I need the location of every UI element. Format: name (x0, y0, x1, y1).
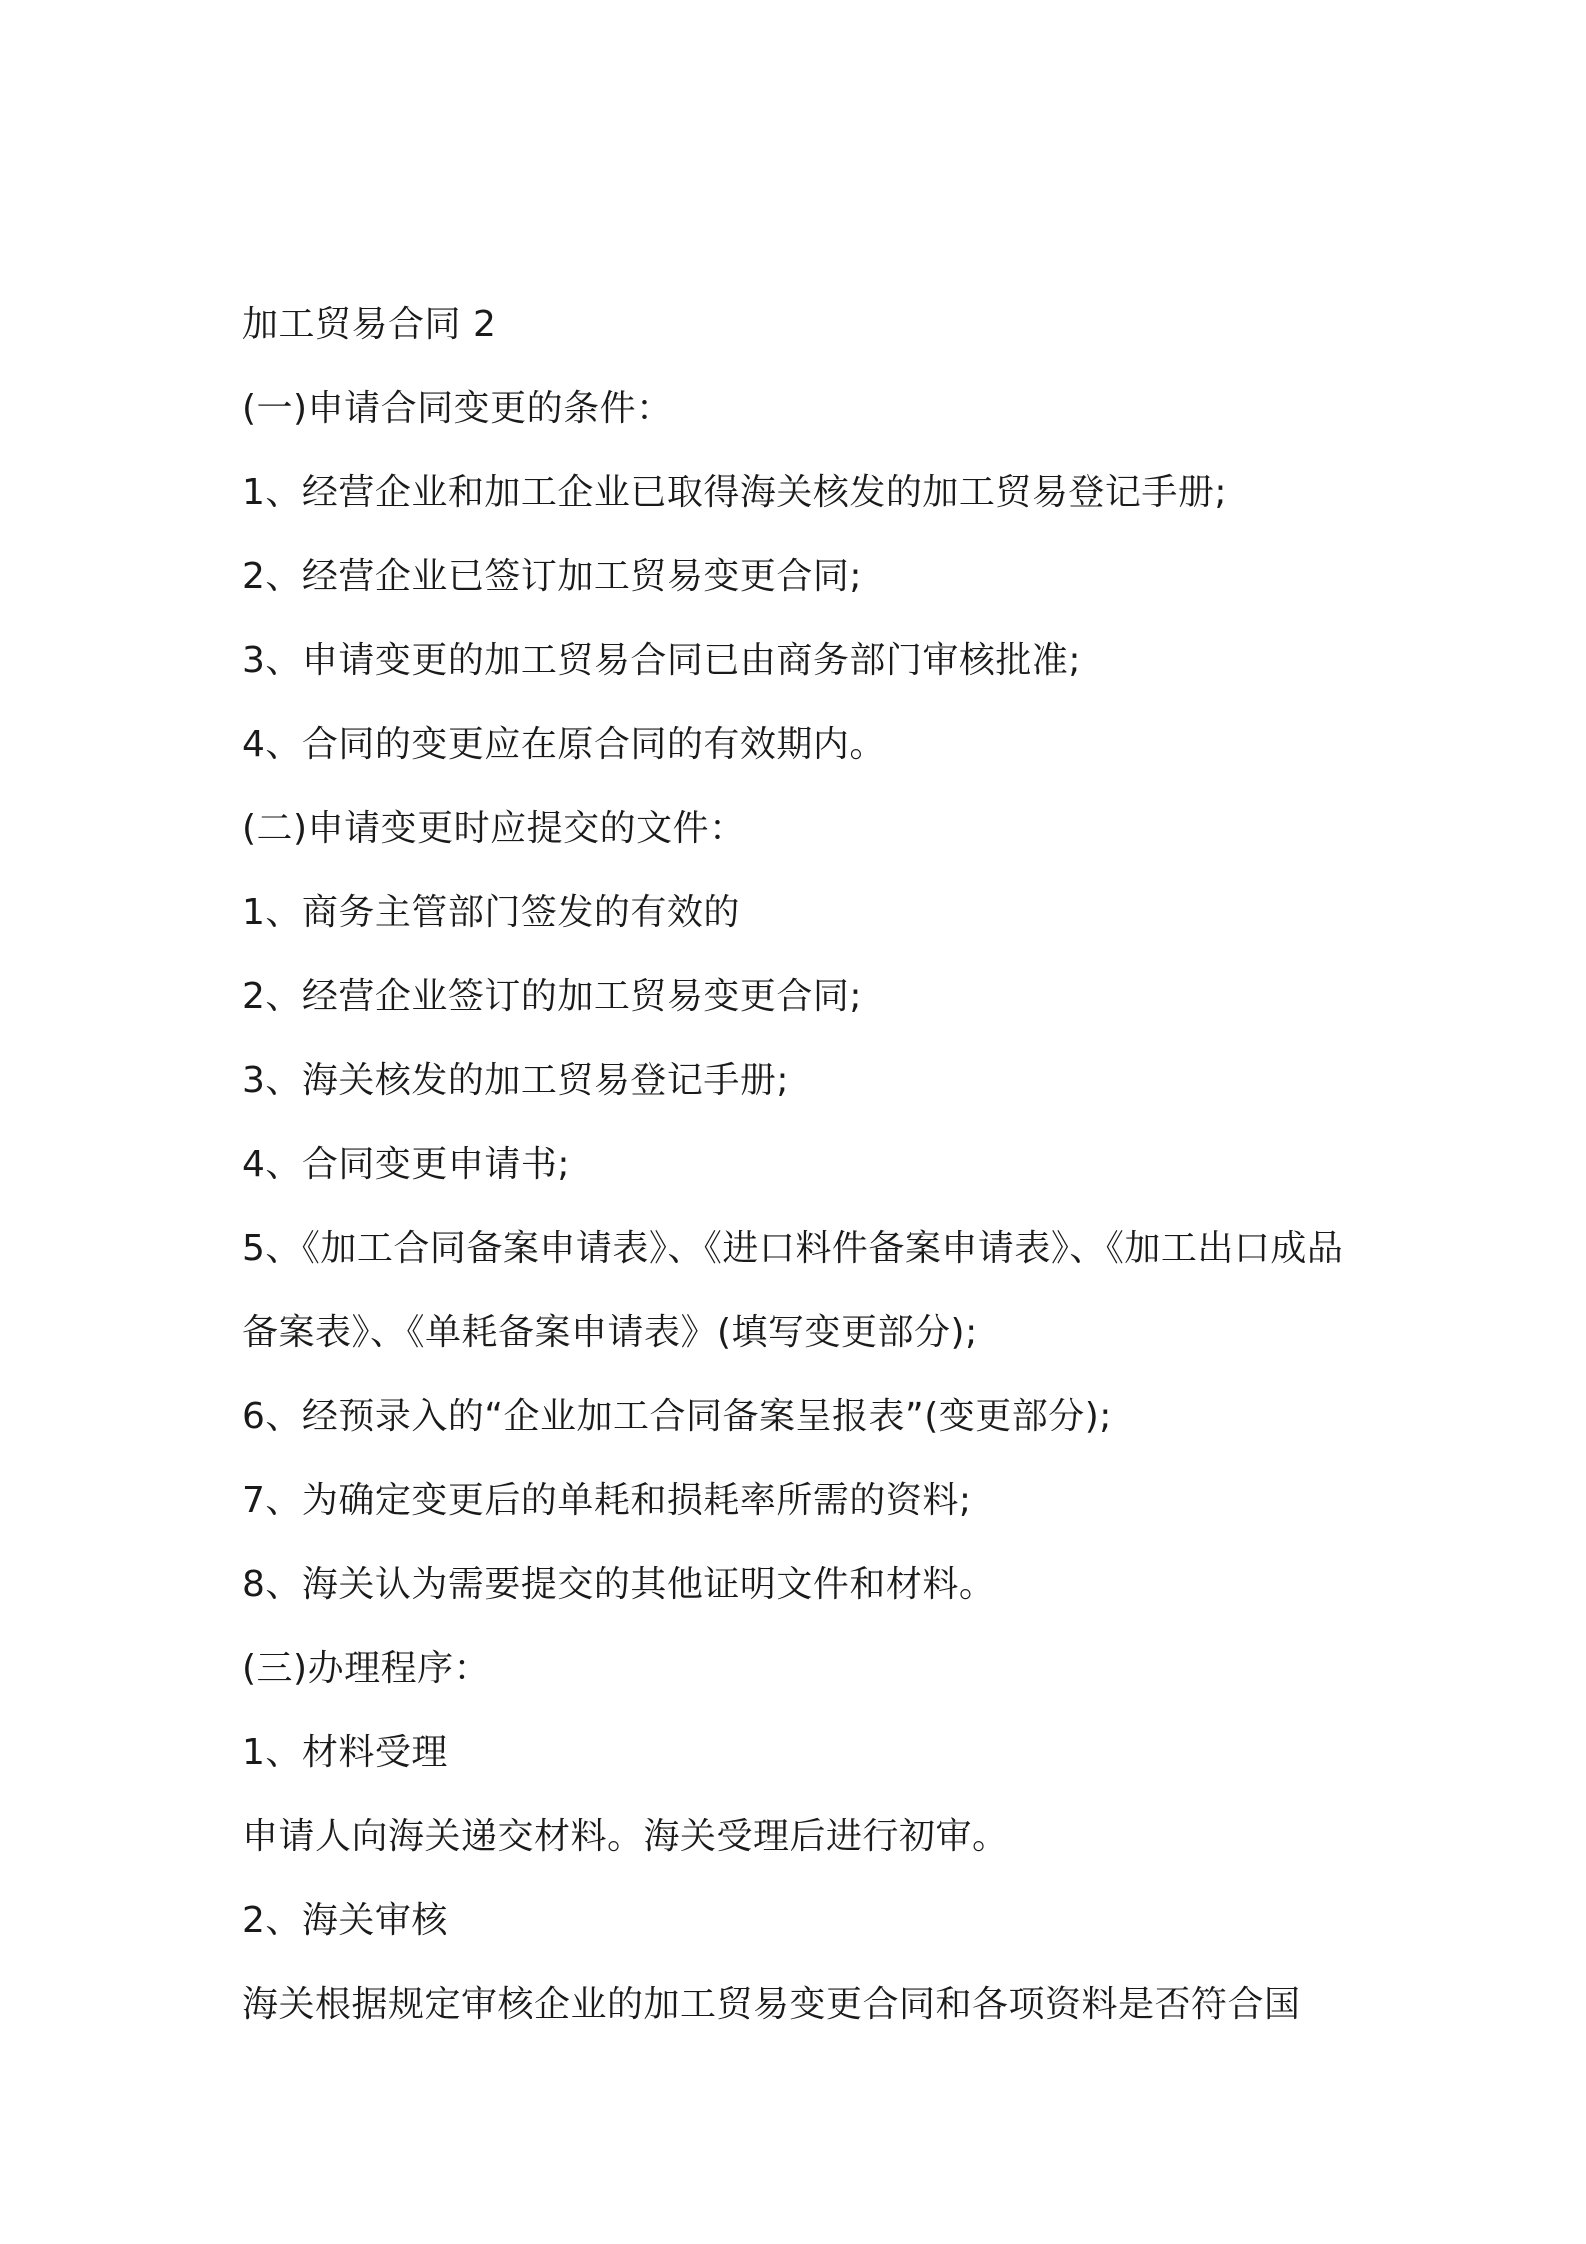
document-body (242, 283, 1372, 2047)
list-item: 4、合同变更申请书; (242, 1144, 571, 1185)
list-item: 4、合同的变更应在原合同的有效期内。 (242, 724, 886, 765)
list-item: 8、海关认为需要提交的其他证明文件和材料。 (242, 1564, 996, 1605)
list-item: 1、经营企业和加工企业已取得海关核发的加工贸易登记手册; (242, 472, 1228, 513)
list-item: 7、为确定变更后的单耗和损耗率所需的资料; (242, 1480, 972, 1521)
list-item: 2、海关审核 (242, 1900, 448, 1941)
list-item: 6、经预录入的“企业加工合同备案呈报表”(变更部分); (242, 1396, 1112, 1437)
list-item: 1、材料受理 (242, 1732, 448, 1773)
section-heading-procedure: (三)办理程序： (242, 1648, 491, 1689)
document-title: 加工贸易合同 2 (242, 304, 497, 345)
list-item-continuation: 备案表》、《单耗备案申请表》(填写变更部分); (242, 1312, 978, 1353)
paragraph: 海关根据规定审核企业的加工贸易变更合同和各项资料是否符合国 (242, 1984, 1301, 2025)
section-heading-conditions: (一)申请合同变更的条件： (242, 388, 673, 429)
list-item: 1、商务主管部门签发的有效的 (242, 892, 740, 933)
list-item: 2、经营企业签订的加工贸易变更合同; (242, 976, 863, 1017)
paragraph: 申请人向海关递交材料。海关受理后进行初审。 (242, 1816, 1009, 1857)
list-item: 2、经营企业已签订加工贸易变更合同; (242, 556, 863, 597)
list-item: 5、《加工合同备案申请表》、《进口料件备案申请表》、《加工出口成品 (242, 1228, 1344, 1269)
list-item: 3、申请变更的加工贸易合同已由商务部门审核批准; (242, 640, 1082, 681)
list-item: 3、海关核发的加工贸易登记手册; (242, 1060, 790, 1101)
section-heading-documents: (二)申请变更时应提交的文件： (242, 808, 746, 849)
